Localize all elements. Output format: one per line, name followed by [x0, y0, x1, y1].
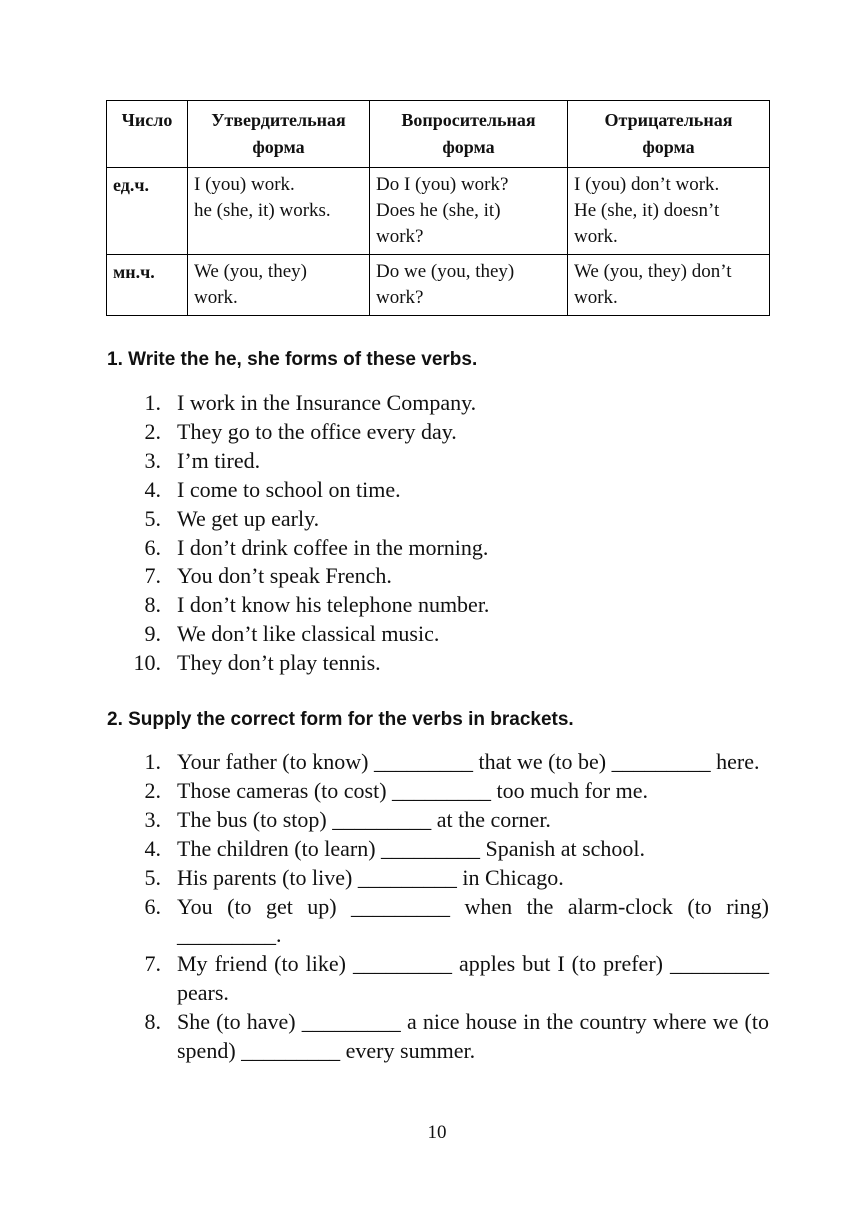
- list-item: 6. I don’t drink coffee in the morning.: [144, 534, 489, 560]
- list-item: 1. Your father (to know) _________ that we (to be) _________ here.: [144, 749, 760, 774]
- list-item: 5. His parents (to live) _________ in Chicago.: [144, 864, 564, 890]
- page-number: 10: [427, 1122, 447, 1143]
- header-affirmative: Утвердительная форма: [188, 101, 370, 168]
- list-item: 4. I come to school on time.: [144, 476, 401, 502]
- list-item: 2. They go to the office every day.: [144, 418, 457, 444]
- cell-negative: I (you) don’t work. He (she, it) doesn’t work.: [568, 168, 770, 255]
- list-item: 10. They don’t play tennis.: [133, 650, 381, 676]
- list-item: 1. I work in the Insurance Company.: [144, 390, 477, 415]
- header-negative: Отрицательная форма: [568, 101, 770, 168]
- exercise-2-list: [130, 748, 769, 1066]
- cell-number: ед.ч.: [107, 168, 188, 255]
- cell-affirmative: We (you, they) work.: [188, 255, 370, 316]
- cell-affirmative: I (you) work. he (she, it) works.: [188, 168, 370, 255]
- cell-interrogative: Do we (you, they) work?: [370, 255, 568, 316]
- list-item: 8. I don’t know his telephone number.: [144, 592, 490, 618]
- list-item: 7. My friend (to like) _________ apples but I (to prefer) _________ pears.: [144, 951, 769, 1006]
- list-item: 2. Those cameras (to cost) _________ too much for me.: [144, 777, 649, 803]
- list-item: 4. The children (to learn) _________ Spanish at school.: [144, 835, 646, 861]
- exercise-2-heading: 2. Supply the correct form for the verbs in brackets.: [107, 709, 574, 730]
- table-row-plural: [107, 255, 770, 316]
- cell-interrogative: Do I (you) work? Does he (she, it) work?: [370, 168, 568, 255]
- list-item: 3. I’m tired.: [144, 447, 261, 473]
- cell-number: мн.ч.: [107, 255, 188, 316]
- table-header-row: [107, 101, 770, 168]
- exercise-1-heading: 1. Write the he, she forms of these verbs.: [107, 349, 478, 370]
- list-item: 3. The bus (to stop) _________ at the corner.: [144, 806, 551, 832]
- exercise-1-list: [130, 389, 769, 678]
- cell-negative: We (you, they) don’t work.: [568, 255, 770, 316]
- list-item: 9. We don’t like classical music.: [144, 621, 440, 647]
- header-number: Число: [107, 101, 188, 168]
- list-item: 8. She (to have) _________ a nice house in the country where we (to spend) _________ every summer.: [144, 1009, 769, 1064]
- list-item: 7. You don’t speak French.: [144, 563, 392, 589]
- grammar-table: [106, 100, 770, 316]
- list-item: 5. We get up early.: [144, 505, 320, 531]
- header-interrogative: Вопросительная форма: [370, 101, 568, 168]
- list-item: 6. You (to get up) _________ when the alarm-clock (to ring) _________.: [144, 893, 769, 948]
- table-row-singular: [107, 168, 770, 255]
